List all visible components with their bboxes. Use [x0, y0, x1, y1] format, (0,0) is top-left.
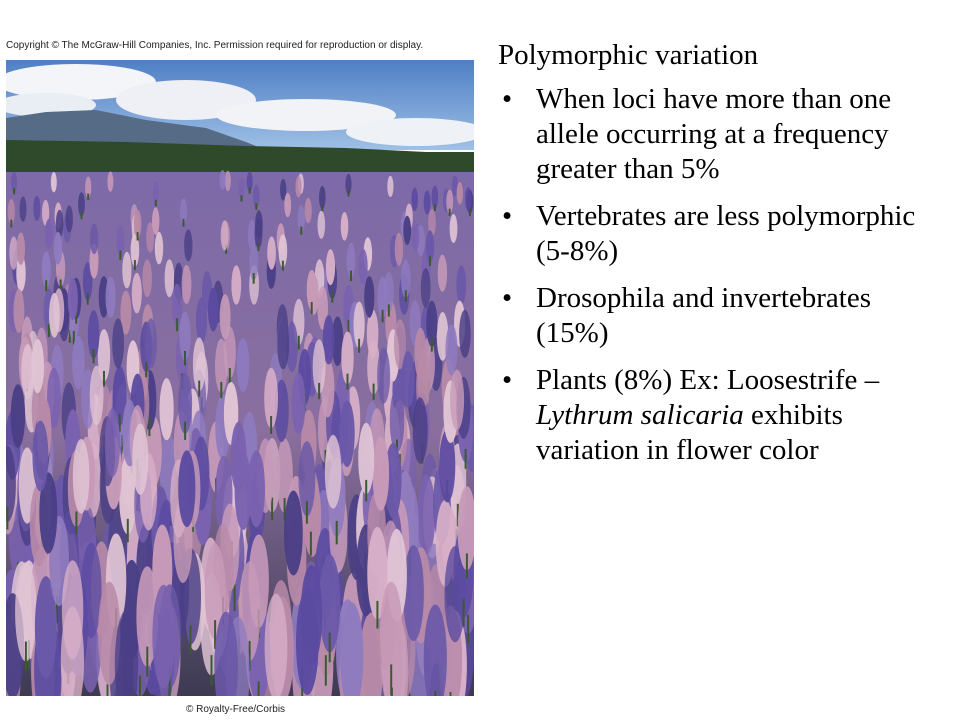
lupine-spike — [45, 219, 53, 249]
bullet-icon: • — [502, 200, 513, 232]
lupine-spike — [459, 310, 471, 358]
lupine-spike — [456, 265, 466, 304]
lupine-spike — [17, 232, 25, 265]
lupine-stem — [25, 642, 27, 672]
lupine-spike — [445, 324, 457, 375]
bullet-item — [498, 199, 948, 269]
lupine-stem — [13, 188, 15, 194]
lupine-spike — [62, 560, 83, 659]
lupine-spike — [231, 265, 241, 304]
lupine-spike — [284, 193, 291, 218]
lupine-spike — [413, 398, 428, 464]
lupine-stem — [463, 599, 465, 627]
lupine-spike — [318, 211, 326, 239]
lupine-spike — [182, 265, 192, 304]
bullet-icon: • — [502, 83, 513, 115]
lupine-spike — [267, 236, 276, 269]
lupine-stem — [449, 209, 451, 216]
lupine-stem — [190, 625, 192, 654]
lupine-stem — [376, 601, 378, 629]
lupine-stem — [450, 692, 452, 696]
lupine-stem — [145, 362, 147, 377]
slide-text-panel — [498, 36, 948, 480]
lupine-spike — [457, 182, 463, 204]
lupine-spike — [142, 259, 152, 297]
lupine-stem — [229, 368, 231, 384]
bullet-text: Drosophila and invertebrates (15%) — [536, 282, 872, 349]
lupine-spike — [235, 453, 252, 530]
bullet-list — [498, 82, 948, 468]
lupine-spike — [90, 366, 104, 426]
lupine-spike — [11, 384, 25, 447]
lupine-stem — [331, 291, 333, 303]
lupine-stem — [358, 339, 360, 353]
lupine-spike — [265, 594, 288, 696]
bullet-text-prefix: Plants (8%) Ex: Loosestrife – — [536, 364, 880, 396]
lupine-stem — [119, 251, 121, 260]
lupine-stem — [306, 501, 308, 524]
lupine-stem — [321, 205, 323, 212]
lupine-spike — [122, 252, 131, 289]
lupine-spike — [107, 172, 113, 192]
lupine-spike — [465, 187, 472, 210]
lupine-stem — [93, 349, 95, 364]
lupine-stem — [298, 336, 300, 350]
lupine-stem — [183, 219, 185, 227]
bullet-item — [498, 363, 948, 468]
lupine-stem — [137, 232, 139, 240]
lupine-stem — [465, 449, 467, 469]
lupine-stem — [81, 212, 83, 219]
lupine-stem — [134, 260, 136, 270]
lupine-spike — [284, 491, 303, 576]
lupine-stem — [390, 664, 392, 695]
lupine-stem — [350, 271, 352, 281]
lupine-spike — [106, 276, 116, 318]
lupine-stem — [253, 273, 255, 284]
lupine-spike — [72, 336, 85, 390]
lupine-stem — [336, 521, 338, 545]
lupine-stem — [382, 310, 384, 323]
lupine-stem — [155, 200, 157, 207]
lupine-spike — [403, 216, 411, 245]
bullet-text-suffix: exhibits variation in flower color — [536, 399, 843, 466]
lupine-stem — [234, 584, 236, 611]
lupine-stem — [107, 684, 109, 696]
lupine-spike — [145, 318, 157, 368]
lupine-spike — [66, 205, 73, 232]
bullet-item — [498, 82, 948, 187]
lupine-stem — [220, 382, 222, 398]
lupine-spike — [364, 276, 374, 318]
lupine-spike — [277, 319, 289, 369]
lupine-stem — [373, 384, 375, 400]
bullet-text: Vertebrates are less polymorphic (5-8%) — [536, 200, 916, 267]
lupine-spike — [68, 278, 78, 320]
lupine-spike — [438, 255, 447, 292]
lupine-spike — [292, 373, 306, 434]
lupine-spike — [450, 370, 464, 430]
lupine-spike — [54, 232, 62, 265]
lupine-stem — [258, 242, 260, 251]
lupine-spike — [178, 450, 195, 527]
lupine-spike — [105, 409, 120, 477]
lupine-stem — [148, 418, 150, 436]
bullet-icon: • — [502, 282, 513, 314]
lupine-spike — [450, 214, 458, 243]
lupine-spike — [411, 188, 418, 212]
lupine-stem — [139, 676, 141, 696]
lupine-stem — [127, 519, 129, 542]
lupine-stem — [198, 381, 200, 397]
lupine-stem — [405, 290, 407, 302]
lupine-stem — [311, 302, 313, 314]
lupine-stem — [146, 647, 148, 677]
lupine-stem — [282, 261, 284, 271]
lupine-spike — [377, 348, 390, 404]
lupine-spike — [160, 378, 174, 440]
bullet-text: When loci have more than one allele occurring at a frequency greater than 5% — [536, 83, 892, 185]
lupine-spike — [296, 590, 319, 695]
lupine-spike — [421, 268, 431, 308]
lupine-spike — [414, 328, 426, 380]
lupine-spike — [132, 424, 148, 495]
lupine-spike — [373, 437, 390, 511]
lupine-stem — [325, 655, 327, 686]
lupine-spike — [32, 421, 48, 492]
lupine-stem — [467, 615, 469, 643]
lupine-spike — [220, 294, 231, 339]
lupine-stem — [429, 256, 431, 266]
lupine-stem — [434, 691, 436, 696]
lupine-stem — [469, 209, 471, 216]
lupine-spike — [165, 259, 175, 297]
lupine-stem — [249, 188, 251, 194]
lupine-stem — [466, 553, 468, 578]
lupine-stem — [318, 383, 320, 399]
slide-title: Polymorphic variation — [498, 39, 759, 71]
lupine-spike — [51, 172, 57, 192]
lupine-stem — [434, 204, 436, 211]
lupine-spike — [152, 585, 174, 689]
lupine-field-photo — [6, 60, 474, 696]
lupine-spike — [340, 400, 355, 467]
lupine-stem — [270, 416, 272, 434]
lupine-spike — [387, 176, 393, 197]
lupine-stem — [310, 532, 312, 556]
lupine-stem — [300, 227, 302, 235]
lupine-spike — [424, 190, 431, 214]
lupine-spike — [325, 435, 342, 509]
lupine-spike — [225, 171, 231, 191]
lupine-spike — [237, 338, 250, 392]
lupine-spike — [21, 344, 34, 399]
lupine-stem — [348, 190, 350, 196]
lupine-stem — [87, 194, 89, 200]
lupine-spike — [73, 439, 90, 514]
lupine-stem — [347, 374, 349, 390]
lupine-spike — [155, 232, 163, 265]
lupine-stem — [103, 371, 105, 387]
copyright-notice: Copyright © The McGraw-Hill Companies, Inc. Permission required for reproduction or display. — [6, 40, 424, 51]
lupine-spike — [132, 273, 142, 314]
lupine-spike — [184, 229, 192, 261]
lupine-stem — [255, 203, 257, 210]
lupine-stem — [211, 655, 213, 686]
bullet-item — [498, 281, 948, 351]
lupine-stem — [329, 633, 331, 662]
lupine-stem — [176, 318, 178, 331]
lupine-stem — [6, 507, 8, 530]
lupine-stem — [388, 304, 390, 316]
lupine-stem — [10, 220, 12, 228]
lupine-spike — [14, 289, 25, 333]
lupine-stem — [184, 422, 186, 440]
lupine-spike — [305, 198, 312, 224]
lupine-spike — [221, 220, 229, 250]
lupine-stem — [87, 293, 89, 305]
lupine-spike — [341, 212, 349, 241]
lupine-spike — [395, 233, 403, 266]
lupine-spike — [359, 249, 368, 285]
species-name: Lythrum salicaria — [536, 399, 744, 431]
lupine-spike — [20, 196, 27, 221]
lupine-stem — [45, 280, 47, 291]
photo-credit: © Royalty-Free/Corbis — [186, 704, 286, 715]
lupine-spike — [208, 288, 219, 332]
lupine-stem — [431, 338, 433, 352]
bullet-icon: • — [502, 364, 513, 396]
lupine-stem — [365, 480, 367, 501]
lupine-stem — [184, 351, 186, 366]
lupine-spike — [112, 318, 124, 368]
lupine-spike — [49, 293, 60, 338]
lupine-spike — [411, 221, 419, 251]
lupine-stem — [75, 512, 77, 535]
lupine-spike — [295, 176, 301, 197]
lupine-stem — [258, 681, 260, 696]
lupine-stem — [241, 195, 243, 202]
lupine-spike — [417, 474, 435, 556]
lupine-spike — [220, 170, 226, 190]
lupine-spike — [90, 223, 98, 254]
lupine-spike — [326, 249, 335, 285]
lupine-spike — [9, 236, 18, 269]
lupine-spike — [152, 207, 159, 235]
lupine-spike — [33, 196, 40, 221]
lupine-spike — [402, 351, 415, 408]
